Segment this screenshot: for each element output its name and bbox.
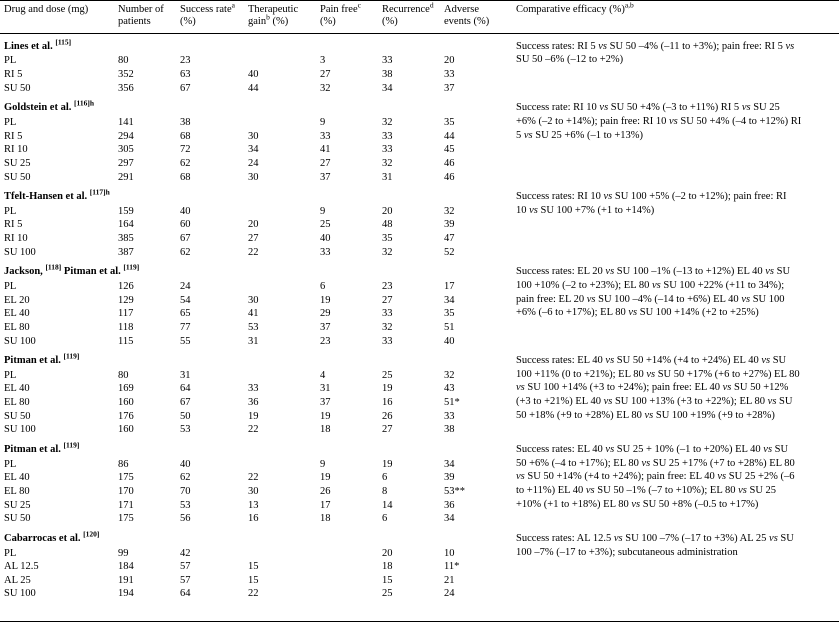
- cell-drug-and-dose: SU 100: [4, 588, 36, 600]
- cell-number-of-patients: 191: [118, 574, 134, 586]
- comparative-efficacy-line: 50 +6% (–4 to +17%); EL 80 vs SU 25 +17% (+7 to +28%) EL 80: [516, 457, 795, 469]
- cell-adverse-events: 11*: [444, 561, 460, 573]
- cell-success-rate: 72: [180, 144, 191, 156]
- cell-pain-free: 17: [320, 499, 331, 511]
- cell-drug-and-dose: EL 20: [4, 294, 30, 306]
- cell-number-of-patients: 387: [118, 246, 134, 258]
- col-number-of-patients-label: Number of patients: [118, 4, 164, 28]
- cell-adverse-events: 35: [444, 116, 455, 128]
- col-drug-and-dose: [0, 1, 114, 34]
- comparative-efficacy-cell: [512, 437, 839, 526]
- cell-drug-and-dose: SU 50: [4, 513, 31, 525]
- cell-therapeutic-gain: 22: [248, 472, 259, 484]
- cell-pain-free: 18: [320, 424, 331, 436]
- cell-number-of-patients: 160: [118, 397, 134, 409]
- cell-recurrence: 19: [382, 458, 393, 470]
- study-group-header: [0, 259, 839, 280]
- study-reference: [120]: [83, 529, 100, 539]
- comparative-efficacy-line: Success rates: RI 5 vs SU 50 –4% (–11 to +3%); pain free: RI 5 vs: [516, 40, 795, 52]
- cell-pain-free: 29: [320, 308, 331, 320]
- comparative-efficacy-cell: [512, 259, 839, 348]
- cell-drug-and-dose: SU 100: [4, 335, 36, 347]
- cell-success-rate: 65: [180, 308, 191, 320]
- cell-pain-free: 33: [320, 130, 331, 142]
- cell-adverse-events: 39: [444, 219, 455, 231]
- comparative-efficacy-line: 100 +10% (–2 to +23%); EL 80 vs SU 100 +22% (+11 to 34%);: [516, 280, 785, 291]
- cell-success-rate: 64: [180, 383, 191, 395]
- study-group-header: [0, 348, 839, 369]
- cell-therapeutic-gain: 30: [248, 171, 259, 183]
- study-group-header: [0, 526, 839, 547]
- cell-adverse-events: 40: [444, 335, 455, 347]
- cell-success-rate: 67: [180, 397, 191, 409]
- cell-therapeutic-gain: 41: [248, 308, 259, 320]
- study-name: Lines et al. [115]: [4, 37, 72, 52]
- cell-number-of-patients: 385: [118, 233, 134, 245]
- cell-adverse-events: 33: [444, 69, 455, 81]
- cell-drug-and-dose: RI 5: [4, 130, 23, 142]
- cell-number-of-patients: 352: [118, 69, 134, 81]
- cell-drug-and-dose: EL 40: [4, 308, 30, 320]
- cell-adverse-events: 34: [444, 294, 455, 306]
- col-recurrence: [378, 1, 440, 34]
- cell-adverse-events: 47: [444, 233, 455, 245]
- study-group-header: [0, 437, 839, 458]
- cell-drug-and-dose: EL 80: [4, 485, 30, 497]
- cell-pain-free: 40: [320, 233, 331, 245]
- cell-drug-and-dose: SU 50: [4, 171, 31, 183]
- cell-number-of-patients: 160: [118, 424, 134, 436]
- cell-success-rate: 24: [180, 281, 191, 292]
- cell-drug-and-dose: PL: [4, 281, 17, 292]
- col-drug-and-dose-label: Drug and dose (mg): [4, 4, 89, 15]
- cell-pain-free: 19: [320, 294, 331, 306]
- cell-success-rate: 62: [180, 472, 191, 484]
- cell-adverse-events: 52: [444, 246, 455, 258]
- cell-success-rate: 50: [180, 410, 191, 422]
- cell-success-rate: 57: [180, 561, 191, 573]
- cell-drug-and-dose: SU 25: [4, 499, 31, 511]
- cell-drug-and-dose: SU 100: [4, 424, 36, 436]
- cell-adverse-events: 34: [444, 458, 455, 470]
- cell-adverse-events: 46: [444, 171, 455, 183]
- cell-success-rate: 40: [180, 205, 191, 217]
- cell-therapeutic-gain: [244, 280, 316, 294]
- cell-drug-and-dose: SU 100: [4, 246, 36, 258]
- cell-therapeutic-gain: 22: [248, 246, 259, 258]
- cell-drug-and-dose: EL 80: [4, 397, 30, 409]
- comparative-efficacy-line: 100 +11% (0 to +21%); EL 80 vs SU 50 +17% (+6 to +27%) EL 80: [516, 368, 800, 380]
- cell-number-of-patients: 175: [118, 472, 134, 484]
- study-reference: [115]: [55, 37, 72, 47]
- col-success-rate-unit: (%): [180, 16, 196, 28]
- study-group-header: [0, 184, 839, 205]
- comparative-efficacy-line: Success rates: EL 40 vs SU 25 + 10% (–1 to +20%) EL 40 vs SU: [516, 444, 789, 456]
- cell-therapeutic-gain: [244, 458, 316, 472]
- cell-success-rate: 57: [180, 574, 191, 586]
- cell-number-of-patients: 297: [118, 157, 134, 169]
- study-reference: [116]h: [74, 98, 95, 108]
- study-group-header: [0, 33, 839, 54]
- comparative-efficacy-line: 5 vs SU 25 +6% (–1 to +13%): [516, 129, 644, 141]
- comparative-efficacy-line: Success rates: RI 10 vs SU 100 +5% (–2 to +12%); pain free: RI: [516, 191, 787, 203]
- cell-number-of-patients: 118: [118, 321, 134, 333]
- cell-recurrence: 35: [382, 233, 393, 245]
- cell-recurrence: 34: [382, 82, 393, 94]
- cell-therapeutic-gain: 27: [248, 233, 259, 245]
- comparative-efficacy-cell: [512, 526, 839, 601]
- study-name: Pitman et al. [119]: [4, 351, 80, 367]
- cell-pain-free: 37: [320, 397, 331, 409]
- cell-success-rate: 64: [180, 588, 191, 600]
- cell-drug-and-dose: RI 5: [4, 219, 23, 231]
- cell-number-of-patients: 164: [118, 219, 134, 231]
- study-reference: [119]: [63, 440, 80, 450]
- cell-success-rate: 55: [180, 335, 191, 347]
- cell-number-of-patients: 294: [118, 130, 134, 142]
- study-group-header: [0, 95, 839, 116]
- cell-drug-and-dose: EL 40: [4, 472, 30, 484]
- cell-pain-free: 41: [320, 144, 331, 156]
- col-pain-free: [316, 1, 378, 34]
- cell-drug-and-dose: SU 50: [4, 410, 31, 422]
- cell-therapeutic-gain: 16: [248, 513, 259, 525]
- cell-recurrence: 38: [382, 69, 393, 81]
- cell-number-of-patients: 169: [118, 383, 134, 395]
- cell-recurrence: 25: [382, 588, 393, 600]
- cell-therapeutic-gain: 36: [248, 397, 259, 409]
- cell-adverse-events: 17: [444, 281, 455, 292]
- cell-recurrence: 32: [382, 116, 393, 128]
- cell-pain-free: 4: [320, 369, 326, 381]
- comparative-efficacy-line: +6% (–2 to +14%); pain free: RI 10 vs SU 50 +4% (–4 to +12%) RI: [516, 115, 802, 127]
- cell-recurrence: 48: [382, 219, 393, 231]
- cell-adverse-events: 34: [444, 513, 455, 525]
- cell-pain-free: 9: [320, 205, 326, 217]
- cell-recurrence: 27: [382, 424, 393, 436]
- cell-therapeutic-gain: 20: [248, 219, 259, 231]
- cell-pain-free: 26: [320, 485, 331, 497]
- table-header: [0, 1, 839, 34]
- cell-success-rate: 67: [180, 233, 191, 245]
- cell-number-of-patients: 129: [118, 294, 134, 306]
- cell-success-rate: 40: [180, 458, 191, 470]
- cell-therapeutic-gain: [244, 547, 316, 561]
- cell-recurrence: 6: [382, 513, 388, 525]
- cell-recurrence: 25: [382, 369, 393, 381]
- cell-number-of-patients: 176: [118, 410, 134, 422]
- cell-adverse-events: 24: [444, 588, 455, 600]
- cell-adverse-events: 53**: [444, 485, 465, 497]
- comparative-efficacy-line: Success rate: RI 10 vs SU 50 +4% (–3 to +11%) RI 5 vs SU 25: [516, 102, 780, 114]
- cell-therapeutic-gain: 19: [248, 410, 259, 422]
- cell-adverse-events: 33: [444, 410, 455, 422]
- cell-drug-and-dose: EL 80: [4, 321, 30, 333]
- cell-drug-and-dose: AL 12.5: [4, 561, 39, 573]
- cell-adverse-events: 32: [444, 369, 455, 381]
- cell-success-rate: 68: [180, 130, 191, 142]
- cell-drug-and-dose: PL: [4, 458, 17, 470]
- comparative-efficacy-cell: [512, 184, 839, 259]
- cell-drug-and-dose: PL: [4, 369, 17, 381]
- cell-pain-free: 32: [320, 82, 331, 94]
- cell-pain-free: 6: [320, 281, 326, 292]
- col-adverse-events-label: Adverse events (%): [444, 4, 490, 28]
- cell-drug-and-dose: RI 10: [4, 233, 28, 245]
- cell-pain-free: 18: [320, 513, 331, 525]
- cell-success-rate: 60: [180, 219, 191, 231]
- cell-recurrence: 14: [382, 499, 393, 511]
- cell-therapeutic-gain: 15: [248, 574, 259, 586]
- cell-drug-and-dose: SU 25: [4, 157, 31, 169]
- cell-number-of-patients: 115: [118, 335, 134, 347]
- footnote-marker-a: a: [231, 0, 235, 10]
- cell-success-rate: 63: [180, 69, 191, 81]
- col-pain-free-unit: (%): [320, 16, 336, 28]
- cell-success-rate: 62: [180, 246, 191, 258]
- cell-number-of-patients: 80: [118, 55, 129, 67]
- cell-therapeutic-gain: [244, 205, 316, 219]
- cell-pain-free: [316, 560, 378, 574]
- col-success-rate: [176, 1, 244, 34]
- cell-drug-and-dose: RI 5: [4, 69, 23, 81]
- cell-recurrence: 32: [382, 157, 393, 169]
- col-number-of-patients: [114, 1, 176, 34]
- cell-drug-and-dose: PL: [4, 55, 17, 67]
- footnote-marker-ab: a,b: [624, 0, 634, 10]
- comparative-efficacy-line: SU 50 –6% (–12 to +2%): [516, 54, 624, 66]
- cell-pain-free: 33: [320, 246, 331, 258]
- cell-therapeutic-gain: 33: [248, 383, 259, 395]
- cell-adverse-events: 46: [444, 157, 455, 169]
- cell-recurrence: 26: [382, 410, 393, 422]
- cell-adverse-events: 51: [444, 321, 455, 333]
- cell-recurrence: 18: [382, 561, 393, 573]
- comparative-efficacy-line: to +11%) EL 40 vs SU 50 –1% (–7 to +10%); EL 80 vs SU 25: [516, 484, 777, 496]
- cell-number-of-patients: 141: [118, 116, 134, 128]
- cell-number-of-patients: 117: [118, 308, 134, 320]
- comparative-efficacy-line: 50 +18% (+9 to +28%) EL 80 vs SU 100 +19% (+9 to +28%): [516, 409, 775, 421]
- cell-pain-free: 37: [320, 321, 331, 333]
- cell-recurrence: 16: [382, 397, 393, 409]
- table-body: [0, 33, 839, 601]
- cell-recurrence: 33: [382, 335, 393, 347]
- cell-recurrence: 32: [382, 321, 393, 333]
- cell-adverse-events: 43: [444, 383, 455, 395]
- cell-therapeutic-gain: 40: [248, 69, 259, 81]
- cell-number-of-patients: 99: [118, 547, 129, 559]
- cell-number-of-patients: 356: [118, 82, 134, 94]
- cell-number-of-patients: 175: [118, 513, 134, 525]
- study-name: Cabarrocas et al. [120]: [4, 529, 100, 544]
- cell-number-of-patients: 171: [118, 499, 134, 511]
- cell-drug-and-dose: PL: [4, 547, 17, 559]
- comparative-efficacy-cell: [512, 95, 839, 184]
- cell-therapeutic-gain: 24: [248, 157, 259, 169]
- cell-pain-free: 31: [320, 383, 331, 395]
- cell-therapeutic-gain: 44: [248, 82, 259, 94]
- comparative-efficacy-line: Success rates: EL 20 vs SU 100 –1% (–13 to +12%) EL 40 vs SU: [516, 266, 791, 278]
- col-adverse-events: [440, 1, 512, 34]
- cell-recurrence: 31: [382, 171, 393, 183]
- footnote-marker-c: c: [357, 0, 361, 10]
- cell-drug-and-dose: RI 10: [4, 144, 28, 156]
- cell-number-of-patients: 126: [118, 281, 134, 292]
- col-comparative-efficacy: [512, 1, 839, 34]
- cell-pain-free: 37: [320, 171, 331, 183]
- cell-therapeutic-gain: 22: [248, 424, 259, 436]
- cell-recurrence: 6: [382, 472, 388, 484]
- cell-therapeutic-gain: 30: [248, 485, 259, 497]
- cell-number-of-patients: 305: [118, 144, 134, 156]
- cell-number-of-patients: 159: [118, 205, 134, 217]
- cell-success-rate: 38: [180, 116, 191, 128]
- study-name: Goldstein et al. $^{[116]h}$: [4, 98, 95, 114]
- col-recurrence-label: Recurrence: [382, 4, 430, 15]
- cell-recurrence: 33: [382, 144, 393, 156]
- cell-pain-free: 19: [320, 410, 331, 422]
- comparative-efficacy-cell: [512, 33, 839, 95]
- cell-pain-free: 27: [320, 157, 331, 169]
- comparative-efficacy-line: 100 –7% (–17 to +3%); subcutaneous administration: [516, 546, 738, 558]
- cell-drug-and-dose: SU 50: [4, 82, 31, 94]
- cell-therapeutic-gain: 34: [248, 144, 259, 156]
- col-therapeutic-gain-label: Therapeutic gain: [248, 4, 299, 28]
- col-therapeutic-gain-unit: (%): [272, 16, 289, 28]
- cell-success-rate: 53: [180, 424, 191, 436]
- cell-success-rate: 42: [180, 547, 191, 559]
- cell-adverse-events: 45: [444, 144, 455, 156]
- cell-pain-free: 9: [320, 458, 326, 470]
- cell-therapeutic-gain: 22: [248, 588, 259, 600]
- cell-number-of-patients: 184: [118, 561, 134, 573]
- cell-adverse-events: 44: [444, 130, 455, 142]
- cell-number-of-patients: 291: [118, 171, 134, 183]
- cell-success-rate: 54: [180, 294, 191, 306]
- col-recurrence-unit: (%): [382, 16, 398, 28]
- comparative-efficacy-line: (+3 to +21%) EL 40 vs SU 100 +13% (+3 to +22%); EL 80 vs SU: [516, 396, 793, 408]
- comparative-efficacy-line: vs SU 50 +14% (+4 to +24%); pain free: EL 40 vs SU 25 +2% (–6: [516, 471, 795, 483]
- cell-therapeutic-gain: [244, 369, 316, 383]
- col-therapeutic-gain: [244, 1, 316, 34]
- cell-adverse-events: 51*: [444, 397, 460, 409]
- comparative-efficacy-line: Success rates: EL 40 vs SU 50 +14% (+4 to +24%) EL 40 vs SU: [516, 355, 787, 367]
- cell-therapeutic-gain: 30: [248, 294, 259, 306]
- cell-therapeutic-gain: [244, 54, 316, 68]
- study-name: Jackson, [118] Pitman et al. [119]: [4, 262, 140, 278]
- cell-recurrence: 8: [382, 485, 388, 497]
- cell-pain-free: 9: [320, 116, 326, 128]
- study-reference: [118]: [45, 262, 62, 272]
- cell-adverse-events: 35: [444, 308, 455, 320]
- cell-pain-free: [316, 547, 378, 561]
- cell-number-of-patients: 170: [118, 485, 134, 497]
- cell-pain-free: [316, 587, 378, 601]
- cell-adverse-events: 32: [444, 205, 455, 217]
- study-reference: [119]: [63, 351, 80, 361]
- cell-pain-free: 23: [320, 335, 331, 347]
- cell-pain-free: 3: [320, 55, 326, 67]
- cell-success-rate: 70: [180, 485, 191, 497]
- cell-recurrence: 20: [382, 205, 393, 217]
- comparative-efficacy-line: +6% (–6 to +17%); EL 80 vs SU 100 +14% (+2 to +25%): [516, 307, 759, 319]
- cell-success-rate: 31: [180, 369, 191, 381]
- footnote-marker-d: d: [429, 0, 434, 10]
- study-reference-secondary: [119]: [123, 262, 140, 272]
- cell-recurrence: 20: [382, 547, 393, 559]
- cell-adverse-events: 20: [444, 55, 455, 67]
- cell-success-rate: 67: [180, 82, 191, 94]
- comparative-efficacy-cell: [512, 348, 839, 437]
- cell-success-rate: 23: [180, 55, 191, 67]
- comparative-efficacy-line: 10 vs SU 100 +7% (+1 to +14%): [516, 204, 655, 216]
- cell-recurrence: 33: [382, 308, 393, 320]
- cell-adverse-events: 39: [444, 472, 455, 484]
- study-name: Tfelt-Hansen et al. $^{[117]h}$: [4, 187, 110, 203]
- cell-drug-and-dose: EL 40: [4, 383, 30, 395]
- cell-recurrence: 33: [382, 55, 393, 67]
- cell-pain-free: [316, 574, 378, 588]
- cell-success-rate: 77: [180, 321, 191, 333]
- cell-adverse-events: 21: [444, 574, 455, 586]
- comparative-efficacy-line: vs SU 100 +14% (+3 to +24%); pain free: EL 40 vs SU 50 +12%: [516, 382, 789, 394]
- cell-drug-and-dose: PL: [4, 205, 17, 217]
- cell-recurrence: 33: [382, 130, 393, 142]
- col-comparative-efficacy-label: Comparative efficacy (%): [516, 4, 625, 15]
- cell-success-rate: 62: [180, 157, 191, 169]
- cell-recurrence: 23: [382, 281, 393, 292]
- cell-success-rate: 56: [180, 513, 191, 525]
- cell-therapeutic-gain: 53: [248, 321, 259, 333]
- comparative-efficacy-line: +10% (+1 to +18%) EL 80 vs SU 50 +8% (–0.5 to +17%): [516, 498, 759, 510]
- cell-drug-and-dose: PL: [4, 116, 17, 128]
- cell-recurrence: 15: [382, 574, 393, 586]
- study-name: Pitman et al. [119]: [4, 440, 80, 456]
- cell-drug-and-dose: AL 25: [4, 574, 31, 586]
- comparative-efficacy-line: Success rates: AL 12.5 vs SU 100 –7% (–17 to +3%) AL 25 vs SU: [516, 532, 794, 544]
- col-pain-free-label: Pain free: [320, 4, 358, 15]
- cell-therapeutic-gain: [244, 116, 316, 130]
- cell-recurrence: 27: [382, 294, 393, 306]
- comparative-efficacy-line: pain free: EL 20 vs SU 100 –4% (–14 to +6%) EL 40 vs SU 100: [516, 293, 785, 305]
- cell-pain-free: 19: [320, 472, 331, 484]
- cell-number-of-patients: 86: [118, 458, 129, 470]
- cell-success-rate: 53: [180, 499, 191, 511]
- cell-adverse-events: 36: [444, 499, 455, 511]
- cell-adverse-events: 38: [444, 424, 455, 436]
- cell-adverse-events: 37: [444, 82, 455, 94]
- cell-therapeutic-gain: 15: [248, 561, 259, 573]
- cell-pain-free: 27: [320, 69, 331, 81]
- cell-number-of-patients: 194: [118, 588, 134, 600]
- cell-pain-free: 25: [320, 219, 331, 231]
- cell-number-of-patients: 80: [118, 369, 129, 381]
- cell-recurrence: 32: [382, 246, 393, 258]
- cell-success-rate: 68: [180, 171, 191, 183]
- cell-recurrence: 19: [382, 383, 393, 395]
- cell-therapeutic-gain: 31: [248, 335, 259, 347]
- footnote-marker-b: b: [266, 12, 270, 22]
- cell-therapeutic-gain: 30: [248, 130, 259, 142]
- cell-adverse-events: 10: [444, 547, 455, 559]
- col-success-rate-label: Success rate: [180, 4, 232, 15]
- cell-therapeutic-gain: 13: [248, 499, 259, 511]
- study-reference: [117]h: [89, 187, 110, 197]
- table-bottom-rule: [0, 621, 839, 622]
